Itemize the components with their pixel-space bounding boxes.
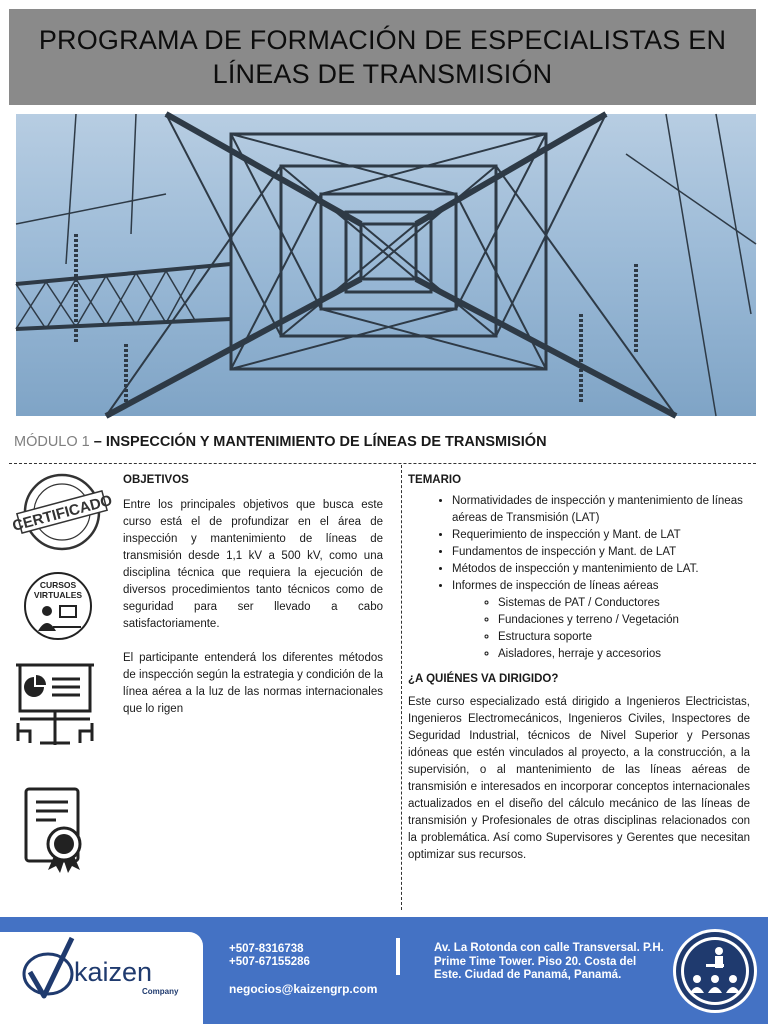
sublist-item: ◦ Fundaciones y terreno / Vegetación: [498, 612, 750, 629]
module-title: – INSPECCIÓN Y MANTENIMIENTO DE LÍNEAS DE TRANSMISIÓN: [89, 434, 547, 450]
logo-name: kaizen: [74, 957, 153, 987]
list-item: • Fundamentos de inspección y Mant. de LAT: [452, 544, 750, 561]
temario-section: [408, 472, 750, 864]
title-banner: [9, 9, 756, 105]
phone-2: +507-67155286: [229, 956, 310, 968]
list-item: • Métodos de inspección y mantenimiento de LAT.: [452, 561, 750, 578]
list-item: • Informes de inspección de líneas aéreas: [452, 578, 750, 595]
training-badge-icon: [673, 929, 757, 1013]
list-item: • Normatividades de inspección y mantenimiento de líneas aéreas de Transmisión (LAT): [452, 493, 750, 527]
module-number: MÓDULO 1: [14, 434, 90, 450]
logo-sub: Company: [142, 987, 179, 996]
objectives-paragraph-1: Entre los principales objetivos que busca este curso está el de profundizar en el área de inspección y mantenimiento de líneas de transmisión desde 1,1 kV a 500 kV, como una disciplina técnica que requiera la ejecución de diversos procedimientos tanto técnicos como de seguridad para ser llevado a cabo satisfactoriamente.: [123, 499, 383, 630]
audience-heading: ¿A QUIÉNES VA DIRIGIDO?: [408, 673, 559, 685]
certified-stamp-icon: [10, 472, 115, 552]
footer-divider: [396, 938, 400, 975]
sublist-item: ◦ Sistemas de PAT / Conductores: [498, 595, 750, 612]
presentation-board-icon: [14, 661, 96, 747]
audience-text: Este curso especializado está dirigido a Ingenieros Electricistas, Ingenieros Electromecánicos, Ingenieros Civiles, Inspectores de Seguridad Industrial, técnicos de Nivel Superior y Personas idóneas que estén vinculados al proyecto, a la construcción, a la supervisión, o al mantenimiento de las líneas aéreas de transmisión e interesados en incorporar conceptos internacionales actualizados en el diseño del cálculo mecánico de las líneas de transmisión y Profesionales de otras disciplinas relacionados con la problemática. Así como Supervisores y Gerentes que necesitan optimizar sus recursos.: [408, 696, 750, 861]
temario-sublist: [452, 595, 750, 663]
section-divider-horizontal: [9, 463, 756, 464]
title-line-1: PROGRAMA DE FORMACIÓN DE ESPECIALISTAS EN: [38, 25, 727, 55]
footer-bar: [0, 917, 768, 1024]
section-divider-vertical: [401, 465, 402, 910]
virtual-courses-line2: VIRTUALES: [33, 590, 83, 600]
phone-1: +507-8316738: [229, 943, 304, 955]
kaizen-logo: [0, 932, 203, 1024]
address-text: Av. La Rotonda con calle Transversal. P.H. Prime Time Tower. Piso 20. Costa del Este. Ciudad de Panamá, Panamá.: [434, 942, 664, 981]
transmission-tower-photo: [16, 114, 756, 416]
objectives-section: [123, 472, 383, 718]
virtual-courses-line1: CURSOS: [39, 580, 77, 590]
temario-heading: TEMARIO: [408, 474, 462, 486]
module-heading: [14, 434, 754, 450]
sublist-item: ◦ Estructura soporte: [498, 629, 750, 646]
sublist-item: ◦ Aisladores, herraje y accesorios: [498, 646, 750, 663]
temario-list: [408, 493, 750, 595]
title-line-2: LÍNEAS DE TRANSMISIÓN: [212, 59, 553, 89]
list-item: • Requerimiento de inspección y Mant. de LAT: [452, 527, 750, 544]
virtual-courses-icon: [23, 571, 93, 641]
contact-info: [229, 943, 377, 996]
objectives-paragraph-2: El participante entenderá los diferentes métodos de inspección según la estrategia y condición de la línea aérea a la luz de las normas internacionales que lo rigen: [123, 652, 383, 715]
certified-stamp-text: CERTIFICADO: [10, 491, 115, 535]
objectives-heading: OBJETIVOS: [123, 474, 189, 486]
email-link[interactable]: negocios@kaizengrp.com: [229, 982, 378, 996]
certificate-document-icon: [22, 786, 86, 874]
